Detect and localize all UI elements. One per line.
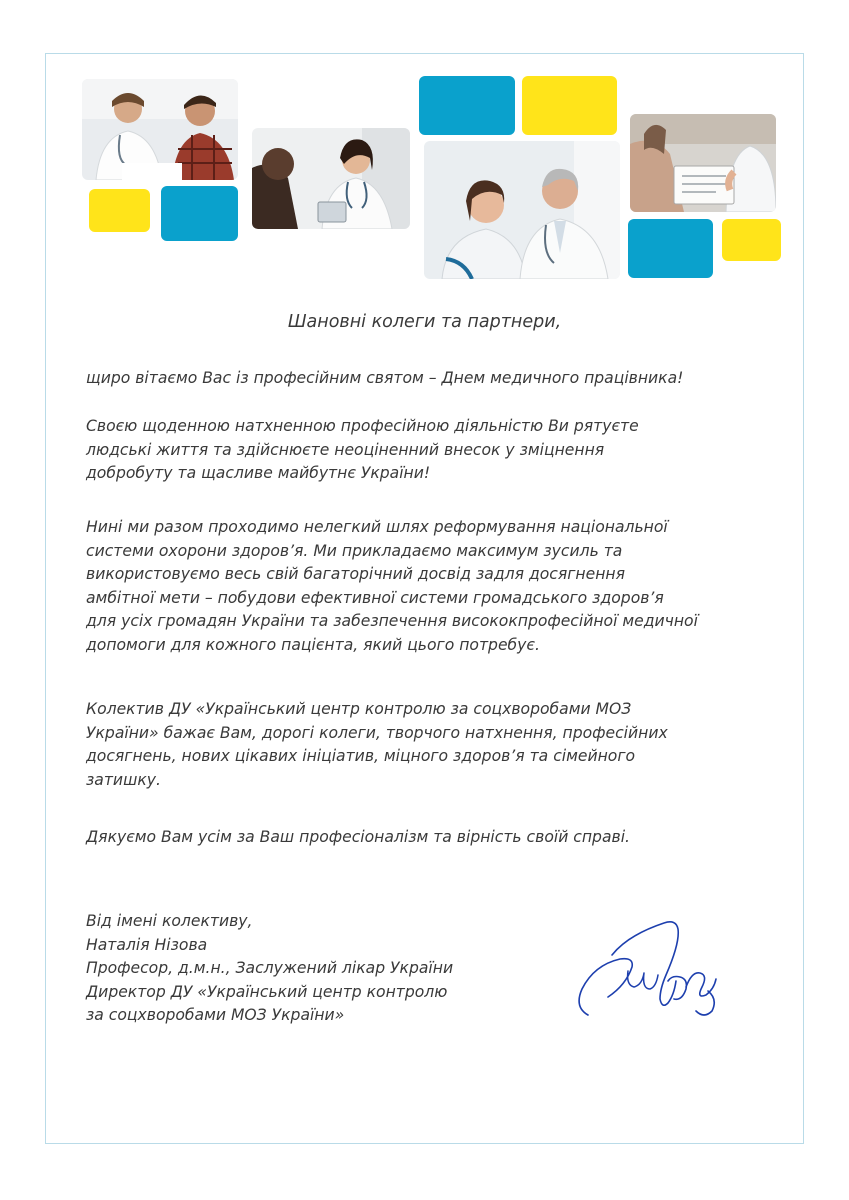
signature-block	[86, 910, 556, 1028]
paragraph-line: для усіх громадян України та забезпечення висококпрофесійної медичної	[86, 612, 698, 630]
blue-tile-1	[161, 186, 238, 241]
photo-two-doctors	[424, 141, 620, 279]
paragraph-line: Колектив ДУ «Український центр контролю за соцхворобами МОЗ	[86, 700, 632, 718]
greeting: Шановні колеги та партнери,	[287, 312, 562, 332]
signature-line: Від імені колективу,	[86, 912, 253, 930]
paragraph-congratulations	[86, 367, 776, 391]
handwritten-signature	[568, 915, 728, 1025]
paragraph-wishes	[86, 698, 776, 792]
paragraph-line: добробуту та щасливе майбутнє України!	[86, 464, 431, 482]
paragraph-line: людські життя та здійснюєте неоціненний внесок у зміцнення	[86, 440, 605, 459]
yellow-tile-1	[89, 189, 150, 232]
yellow-tile-2	[522, 76, 617, 135]
paragraph-line: Нині ми разом проходимо нелегкий шлях реформування національної	[86, 518, 668, 536]
paragraph-line: щиро вітаємо Вас із професійним святом – Днем медичного працівника!	[86, 369, 684, 387]
photo-doctor-consultation	[82, 79, 238, 180]
paragraph-line: використовуємо весь свій багаторічний досвід задля досягнення	[86, 565, 625, 583]
paragraph-line: допомоги для кожного пацієнта, який цього потребує.	[86, 635, 540, 654]
blue-tile-2	[419, 76, 515, 135]
signature-line: за соцхворобами МОЗ України»	[86, 1006, 345, 1024]
paragraph-line: досягнень, нових цікавих ініціатив, міцного здоров’я та сімейного	[86, 747, 636, 765]
yellow-tile-3	[722, 219, 781, 261]
paragraph-line: системи охорони здоров’я. Ми прикладаємо максимум зусиль та	[86, 541, 623, 560]
paragraph-line: затишку.	[86, 770, 161, 789]
paragraph-line: Своєю щоденною натхненною професійною діяльністю Ви рятуєте	[86, 417, 639, 435]
signature-line: Директор ДУ «Український центр контролю	[86, 982, 448, 1001]
photo-nurse-tablet	[252, 128, 410, 229]
blue-tile-3	[628, 219, 713, 278]
paragraph-mission	[86, 415, 776, 486]
paragraph-line: Дякуємо Вам усім за Ваш професіоналізм та вірність своїй справі.	[86, 828, 630, 846]
paragraph-line: України» бажає Вам, дорогі колеги, творчого натхнення, професійних	[86, 723, 668, 742]
signature-line: Наталія Нізова	[86, 935, 208, 954]
photo-doctor-patient-documents	[630, 114, 776, 212]
signature-line: Професор, д.м.н., Заслужений лікар України	[86, 959, 454, 977]
paragraph-thanks	[86, 826, 776, 850]
paragraph-reform	[86, 516, 776, 657]
paragraph-line: амбітної мети – побудови ефективної системи громадського здоров’я	[86, 588, 664, 607]
